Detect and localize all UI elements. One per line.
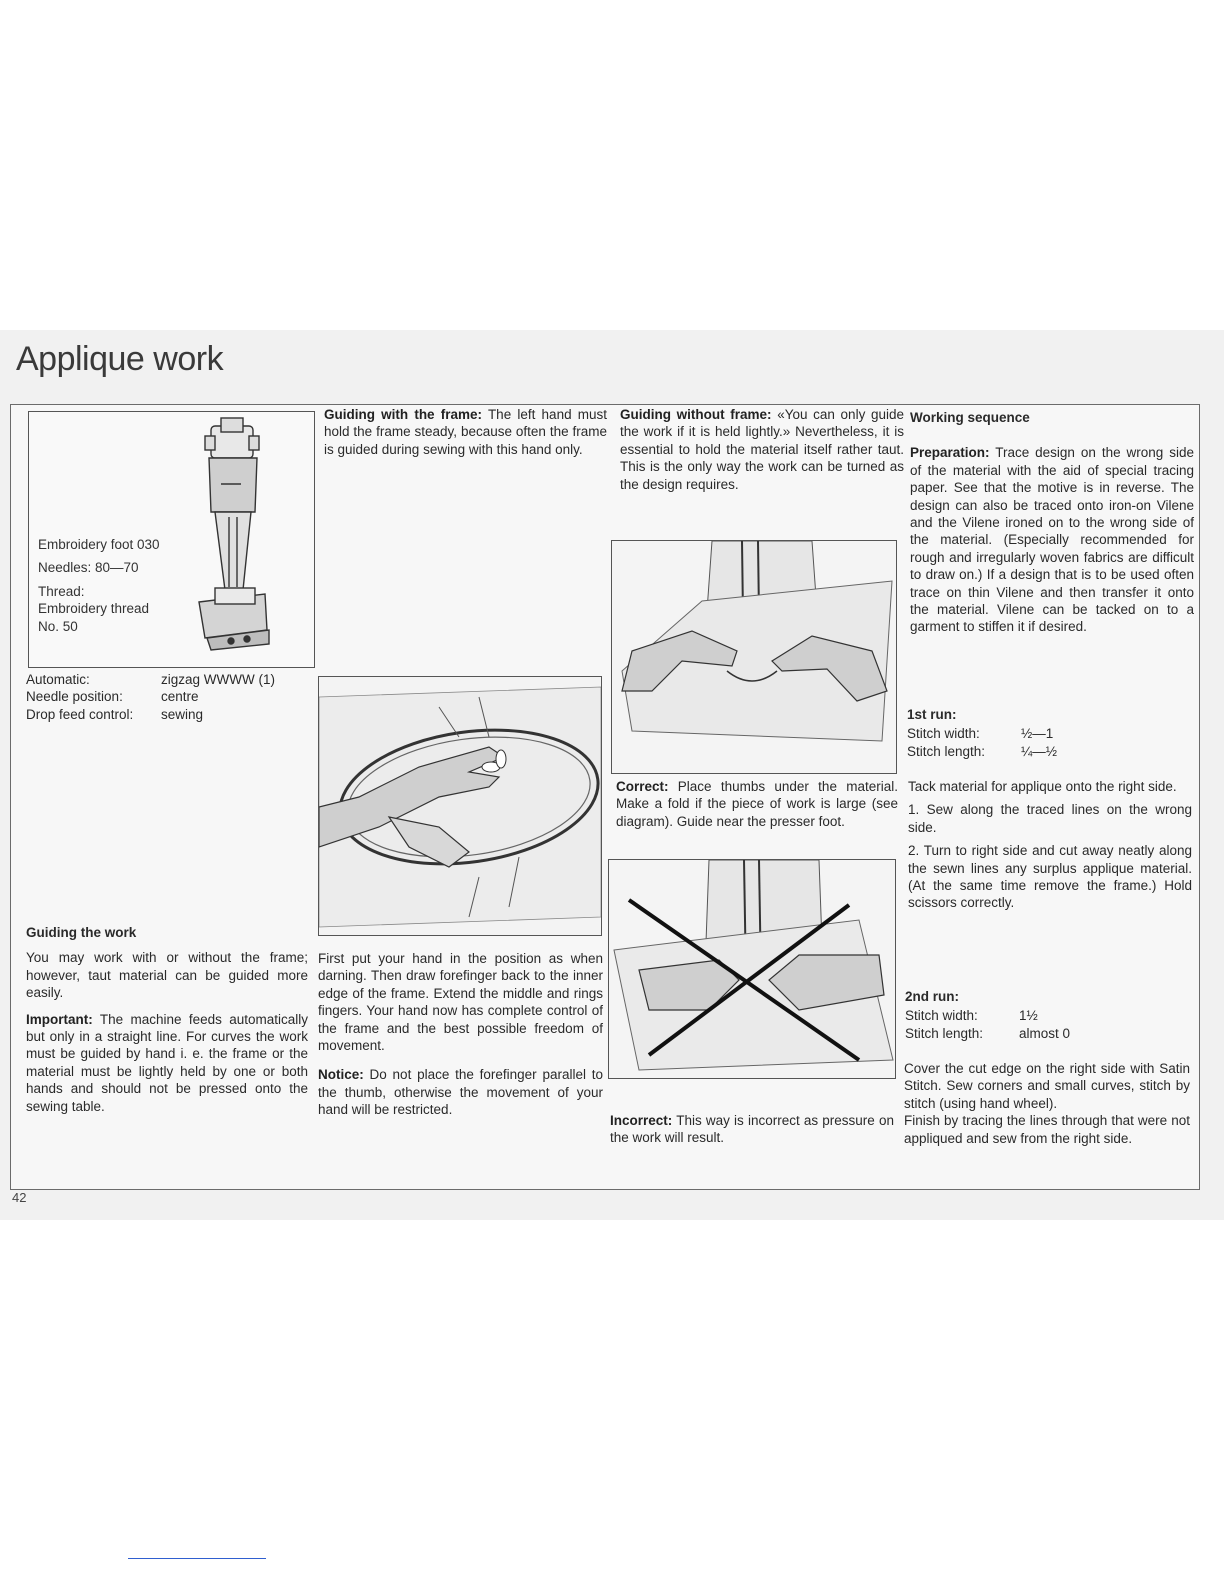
cover-text: Cover the cut edge on the right side with Satin Stitch. Sew corners and small curves, stitch by stitch (using hand wheel). <box>904 1061 1190 1111</box>
incorrect-para <box>610 1112 894 1147</box>
second-run-heading: 2nd run: <box>905 989 959 1004</box>
incorrect-text: This way is incorrect as pressure on the work will result. <box>610 1113 894 1146</box>
hoop-hand-drawing <box>319 677 601 935</box>
hand-position-para <box>318 950 603 1119</box>
correct-illustration <box>611 540 897 774</box>
guiding-without-label: Guiding without frame: <box>620 407 772 422</box>
needle-position-value: centre <box>161 689 199 705</box>
automatic-label: Automatic: <box>26 672 90 687</box>
incorrect-label: Incorrect: <box>610 1113 673 1128</box>
second-run-steps <box>904 1060 1190 1147</box>
guiding-without-para <box>620 406 904 493</box>
foot-line: Embroidery thread <box>38 601 150 617</box>
guiding-without-text: «You can only guide the work if it is held lightly.» Nevertheless, it is essential to hold the material itself rather taut. This is the only way the work can be turned as the design requires. <box>620 407 904 492</box>
needle-position-label: Needle position: <box>26 689 123 705</box>
correct-label: Correct: <box>616 779 669 794</box>
first-run-steps <box>908 778 1192 912</box>
step-one: 1. Sew along the traced lines on the wrong side. <box>908 802 1192 835</box>
first-put-text: First put your hand in the position as when darning. Then draw forefinger back to the inner edge of the frame. Extend the middle and rings fingers. Your hand now has complete control of the frame and the best possible freedom of movement. <box>318 951 603 1054</box>
run2-width-label: Stitch width: <box>905 1008 978 1024</box>
run2-length-label: Stitch length: <box>905 1025 984 1041</box>
foot-specs-list <box>38 536 160 635</box>
preparation-note <box>910 444 1194 635</box>
guiding-work-heading: Guiding the work <box>26 925 137 940</box>
run1-length-value: ¼—½ <box>1021 743 1058 759</box>
run1-length-label: Stitch length: <box>907 743 986 759</box>
bottom-rule <box>128 1558 266 1559</box>
machine-settings <box>26 671 316 723</box>
correct-hands-drawing <box>612 541 896 773</box>
incorrect-illustration <box>608 859 896 1079</box>
preparation-text: Trace design on the wrong side of the material with the aid of special tracing paper. See that the motive is in reverse. The design can also be traced onto iron-on Vilene and the Vilene ironed on to the wrong side of the material. (Especially recommended for rough and irregularly woven fabrics are difficult to draw on.) If a design that is to be used often trace on thin Vilene and then transfer it onto the material. Vilene can be tacked on to a garment to stiffen it if desired. <box>910 445 1194 635</box>
preparation-label: Preparation: <box>910 445 990 461</box>
correct-para <box>616 778 898 830</box>
first-run-settings <box>907 706 1197 760</box>
finish-text: Finish by tracing the lines through that were not appliqued and sew from the right side. <box>904 1113 1190 1146</box>
notice-label: Notice: <box>318 1067 364 1083</box>
tack-text: Tack material for applique onto the right side. <box>908 779 1177 794</box>
working-sequence-heading: Working sequence <box>910 410 1030 425</box>
frame-hand-illustration <box>318 676 602 936</box>
guiding-work-para: You may work with or without the frame; however, taut material can be guided more easily. <box>26 950 308 1001</box>
foot-line: No. 50 <box>38 618 78 634</box>
important-note <box>26 1011 308 1115</box>
page-number: 42 <box>12 1190 27 1205</box>
guiding-frame-text: The left hand must hold the frame steady, because often the frame is guided during sewing with this hand only. <box>324 407 608 457</box>
page-title: Applique work <box>16 340 224 378</box>
step-two: 2. Turn to right side and cut away neatly along the sewn lines any surplus applique material. (At the same time remove the frame.) Hold scissors correctly. <box>908 843 1192 911</box>
foot-line: Needles: 80—70 <box>38 560 139 576</box>
foot-line: Embroidery foot 030 <box>38 537 160 552</box>
run2-width-value: 1½ <box>1019 1008 1038 1024</box>
run2-length-value: almost 0 <box>1019 1025 1071 1041</box>
second-run-settings <box>905 988 1195 1042</box>
first-run-heading: 1st run: <box>907 707 957 722</box>
incorrect-hands-drawing <box>609 860 895 1078</box>
foot-line: Thread: <box>38 583 85 599</box>
correct-text: Place thumbs under the material. Make a fold if the piece of work is large (see diagram). Guide near the presser foot. <box>616 779 898 829</box>
drop-feed-value: sewing <box>161 706 204 722</box>
embroidery-foot-box <box>28 411 315 668</box>
guiding-frame-para <box>324 406 607 458</box>
automatic-value: zigzag WWWW (1) <box>161 672 275 687</box>
notice-text: Do not place the forefinger parallel to the thumb, otherwise the movement of your hand will be restricted. <box>318 1067 603 1118</box>
important-label: Important: <box>26 1011 93 1027</box>
guiding-frame-label: Guiding with the frame: <box>324 407 483 422</box>
working-sequence-section <box>910 409 1194 636</box>
notice-note <box>318 1066 603 1118</box>
run1-width-value: ½—1 <box>1021 726 1054 742</box>
guiding-work-section <box>26 924 308 1115</box>
important-text: The machine feeds automatically but only in a straight line. For curves the work must be guided by hand i. e. the frame or the material must be lightly held by one or both hands and should not be pressed onto the sewing table. <box>26 1011 308 1114</box>
run1-width-label: Stitch width: <box>907 726 980 742</box>
drop-feed-label: Drop feed control: <box>26 706 134 722</box>
